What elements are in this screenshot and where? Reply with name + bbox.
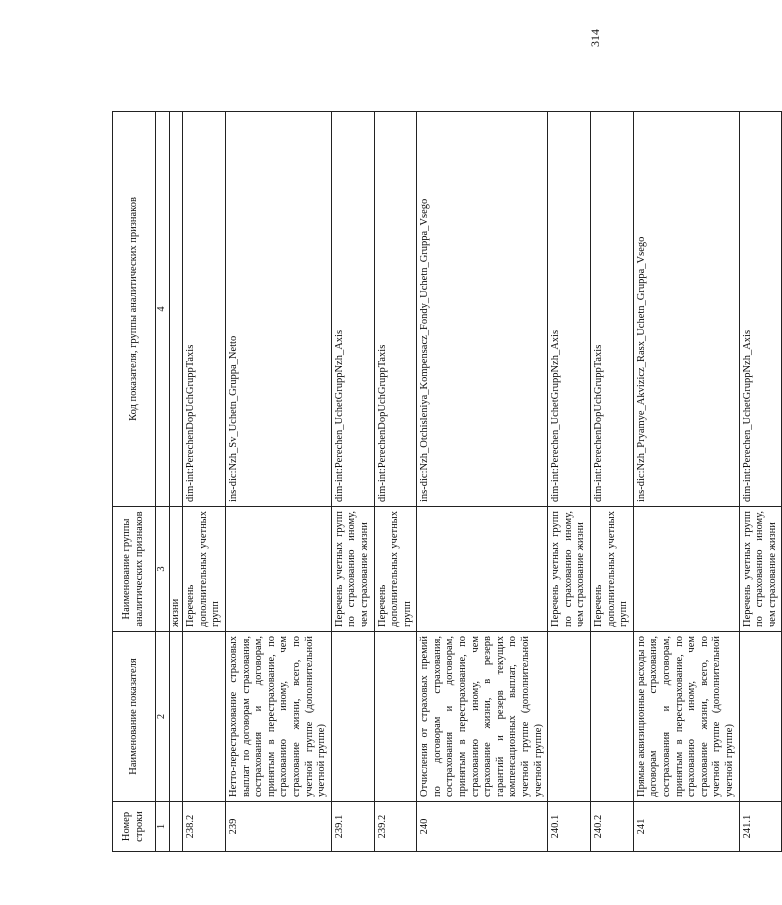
row-number: 239: [225, 802, 331, 852]
indicator-name: Отчисления от страховых премий по договорам страхования, сострахования и договорам, принятым в перестрахование, по страхованию иному, чем страхование жизни, в резерв гарантий и резерв текущих компенсационных выплат, по учетной группе (дополнительной учетной группе): [417, 632, 548, 802]
header-code: Код показателя, группы аналитических признаков: [113, 112, 156, 507]
indicator-name: Нетто-перестрахование страховых выплат по договорам страхования, сострахования и договорам, принятым в перестрахование, по страхованию иному, чем страхование жизни, всего, по учетной группе (дополнительной учетной группе): [225, 632, 331, 802]
group-name: Перечень учетных групп по страхованию иному, чем страхование жизни: [548, 507, 591, 632]
column-number-row: [156, 112, 170, 852]
group-name: Перечень учетных групп по страхованию иному, чем страхование жизни: [739, 507, 782, 632]
indicator-name: [331, 632, 374, 802]
indicator-name: Прямые аквизиционные расходы по договорам страхования, сострахования и договорам, принятым в перестрахование, по страхованию иному, чем страхование жизни, всего, по учетной группе (дополнительной учетной группе): [633, 632, 739, 802]
column-number: 1: [156, 802, 170, 852]
table-row: [374, 112, 417, 852]
group-name: Перечень дополнительных учетных групп: [183, 507, 226, 632]
indicator-table: [112, 111, 782, 852]
table-row: [739, 112, 782, 852]
column-number: 4: [156, 112, 170, 507]
group-name: жизни: [169, 507, 183, 632]
header-group-name: Наименование группы аналитических признаков: [113, 507, 156, 632]
column-number: 2: [156, 632, 170, 802]
table-row: [225, 112, 331, 852]
indicator-name: [548, 632, 591, 802]
indicator-name: [169, 632, 183, 802]
table-row: [633, 112, 739, 852]
indicator-name: [591, 632, 634, 802]
indicator-code: dim-int:Perechen_UchetGruppNzh_Axis: [331, 112, 374, 507]
row-number: 239.2: [374, 802, 417, 852]
table-row: [183, 112, 226, 852]
group-name: Перечень дополнительных учетных групп: [374, 507, 417, 632]
page-number: 314: [588, 29, 602, 47]
table-header-row: [113, 112, 156, 852]
header-indicator-name: Наименование показателя: [113, 632, 156, 802]
row-number: 240.1: [548, 802, 591, 852]
table-row: [331, 112, 374, 852]
row-number: [169, 802, 183, 852]
header-row-number: Номер строки: [113, 802, 156, 852]
table-row: [169, 112, 183, 852]
indicator-code: dim-int:Perechen_UchetGruppNzh_Axis: [548, 112, 591, 507]
indicator-code: dim-int:PerechenDopUchGruppTaxis: [183, 112, 226, 507]
row-number: 240: [417, 802, 548, 852]
indicator-name: [183, 632, 226, 802]
row-number: 241.1: [739, 802, 782, 852]
row-number: 238.2: [183, 802, 226, 852]
table-row: [417, 112, 548, 852]
indicator-code: dim-int:PerechenDopUchGruppTaxis: [591, 112, 634, 507]
indicator-code: ins-dic:Nzh_Otchisleniya_Kompensacz_Fondy_Uchetn_Gruppa_Vsego: [417, 112, 548, 507]
group-name: Перечень учетных групп по страхованию иному, чем страхование жизни: [331, 507, 374, 632]
group-name: [417, 507, 548, 632]
group-name: Перечень дополнительных учетных групп: [591, 507, 634, 632]
indicator-name: [739, 632, 782, 802]
group-name: [633, 507, 739, 632]
indicator-code: [169, 112, 183, 507]
column-number: 3: [156, 507, 170, 632]
row-number: 240.2: [591, 802, 634, 852]
indicator-code: ins-dic:Nzh_Sv_Uchetn_Gruppa_Netto: [225, 112, 331, 507]
rotated-table-container: [112, 112, 778, 852]
indicator-code: ins-dic:Nzh_Pryamye_Akvizicz_Rasx_Uchetn_Gruppa_Vsego: [633, 112, 739, 507]
group-name: [225, 507, 331, 632]
indicator-code: dim-int:Perechen_UchetGruppNzh_Axis: [739, 112, 782, 507]
table-row: [591, 112, 634, 852]
row-number: 241: [633, 802, 739, 852]
indicator-code: dim-int:PerechenDopUchGruppTaxis: [374, 112, 417, 507]
row-number: 239.1: [331, 802, 374, 852]
indicator-name: [374, 632, 417, 802]
table-row: [548, 112, 591, 852]
